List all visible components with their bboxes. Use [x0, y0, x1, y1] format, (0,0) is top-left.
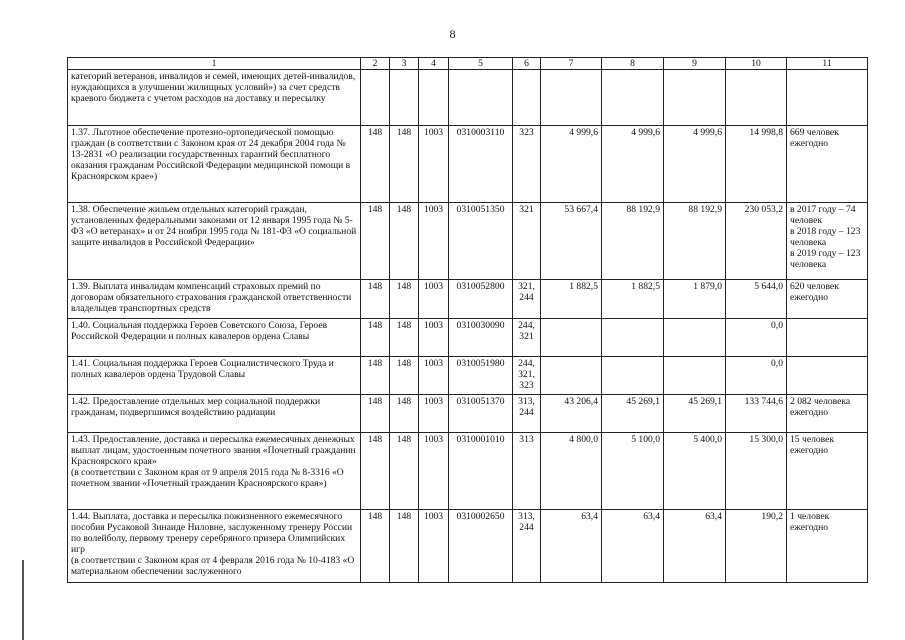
value-cell: 4 999,6	[602, 126, 664, 203]
expense-type-cell: 244, 321, 323	[513, 357, 541, 395]
section-code-cell: 1003	[419, 203, 449, 280]
section-code-cell: 1003	[419, 433, 449, 510]
target-article-cell: 0310001010	[449, 433, 513, 510]
column-header-row	[68, 58, 868, 70]
row-name-cell: 1.41. Социальная поддержка Героев Социалистического Труда и полных кавалеров ордена Трудовой Славы	[68, 357, 361, 395]
value-cell	[664, 70, 726, 126]
target-article-cell: 0310051980	[449, 357, 513, 395]
admin-code-cell: 148	[361, 395, 390, 433]
value-cell: 45 269,1	[664, 395, 726, 433]
table-row	[68, 510, 868, 583]
result-cell: 15 человек ежегодно	[787, 433, 868, 510]
result-cell: 1 человек ежегодно	[787, 510, 868, 583]
expense-type-cell: 313, 244	[513, 510, 541, 583]
value-cell: 5 400,0	[664, 433, 726, 510]
table-row	[68, 203, 868, 280]
total-cell: 133 744,6	[726, 395, 787, 433]
admin-code-cell: 148	[390, 395, 419, 433]
column-header: 1	[68, 58, 361, 70]
admin-code-cell: 148	[390, 357, 419, 395]
admin-code-cell: 148	[361, 280, 390, 319]
section-code-cell: 1003	[419, 395, 449, 433]
value-cell	[664, 319, 726, 357]
admin-code-cell: 148	[390, 433, 419, 510]
value-cell: 45 269,1	[602, 395, 664, 433]
result-cell: в 2017 году – 74 человек в 2018 году – 123 человека в 2019 году – 123 человека	[787, 203, 868, 280]
total-cell: 14 998,8	[726, 126, 787, 203]
total-cell: 190,2	[726, 510, 787, 583]
row-name-cell: 1.38. Обеспечение жильем отдельных категорий граждан, установленных федеральными законами от 12 января 1995 года № 5-ФЗ «О ветеранах» и от 24 ноября 1995 года № 181-ФЗ «О социальной защите инвалидов в Российской Федерации»	[68, 203, 361, 280]
admin-code-cell: 148	[361, 203, 390, 280]
total-cell: 0,0	[726, 319, 787, 357]
row-name-cell: 1.37. Льготное обеспечение протезно-ортопедической помощью граждан (в соответствии с Законом края от 24 декабря 2004 года № 13-2831 «О реализации государственных гарантий бесплатного оказания гражданам Российской Федерации медицинской помощи в Красноярском крае»)	[68, 126, 361, 203]
section-code-cell	[419, 70, 449, 126]
expense-type-cell: 321	[513, 203, 541, 280]
total-cell: 230 053,2	[726, 203, 787, 280]
table-row	[68, 433, 868, 510]
admin-code-cell: 148	[361, 510, 390, 583]
row-name-cell: 1.43. Предоставление, доставка и пересылка ежемесячных денежных выплат лицам, удостоенным почетного звания «Почетный гражданин Красноярского края» (в соответствии с Законом края от 9 апреля 2015 года № 8-3316 «О почетном звании «Почетный гражданин Красноярского края»)	[68, 433, 361, 510]
admin-code-cell: 148	[361, 357, 390, 395]
row-name-cell: 1.39. Выплата инвалидам компенсаций страховых премий по договорам обязательного страхования гражданской ответственности владельцев транспортных средств	[68, 280, 361, 319]
value-cell: 43 206,4	[541, 395, 602, 433]
admin-code-cell: 148	[361, 433, 390, 510]
table-row	[68, 70, 868, 126]
value-cell: 1 882,5	[541, 280, 602, 319]
value-cell: 4 999,6	[664, 126, 726, 203]
value-cell: 63,4	[664, 510, 726, 583]
value-cell: 63,4	[541, 510, 602, 583]
admin-code-cell: 148	[361, 126, 390, 203]
value-cell: 4 999,6	[541, 126, 602, 203]
value-cell: 63,4	[602, 510, 664, 583]
column-header: 2	[361, 58, 390, 70]
expense-type-cell: 321, 244	[513, 280, 541, 319]
page-number: 8	[449, 27, 456, 41]
expense-type-cell	[513, 70, 541, 126]
value-cell: 88 192,9	[602, 203, 664, 280]
row-name-cell: 1.42. Предоставление отдельных мер социальной поддержки гражданам, подвергшимся воздействию радиации	[68, 395, 361, 433]
total-cell	[726, 70, 787, 126]
result-cell	[787, 70, 868, 126]
expense-type-cell: 323	[513, 126, 541, 203]
value-cell	[541, 319, 602, 357]
section-code-cell: 1003	[419, 357, 449, 395]
section-code-cell: 1003	[419, 319, 449, 357]
value-cell: 5 100,0	[602, 433, 664, 510]
target-article-cell: 0310051370	[449, 395, 513, 433]
table-body	[68, 58, 868, 583]
section-code-cell: 1003	[419, 510, 449, 583]
admin-code-cell: 148	[390, 203, 419, 280]
table-row	[68, 280, 868, 319]
target-article-cell: 0310003110	[449, 126, 513, 203]
admin-code-cell	[390, 70, 419, 126]
column-header: 4	[419, 58, 449, 70]
expense-type-cell: 313	[513, 433, 541, 510]
admin-code-cell: 148	[390, 280, 419, 319]
expense-type-cell: 244, 321	[513, 319, 541, 357]
value-cell	[602, 70, 664, 126]
target-article-cell: 0310051350	[449, 203, 513, 280]
expense-type-cell: 313, 244	[513, 395, 541, 433]
row-name-cell: 1.40. Социальная поддержка Героев Советского Союза, Героев Российской Федерации и полных кавалеров ордена Славы	[68, 319, 361, 357]
result-cell: 2 082 человека ежегодно	[787, 395, 868, 433]
table-row	[68, 395, 868, 433]
margin-line	[22, 560, 24, 640]
result-cell: 620 человек ежегодно	[787, 280, 868, 319]
section-code-cell: 1003	[419, 280, 449, 319]
column-header: 11	[787, 58, 868, 70]
column-header: 7	[541, 58, 602, 70]
admin-code-cell: 148	[361, 319, 390, 357]
result-cell: 669 человек ежегодно	[787, 126, 868, 203]
section-code-cell: 1003	[419, 126, 449, 203]
target-article-cell: 0310002650	[449, 510, 513, 583]
value-cell: 53 667,4	[541, 203, 602, 280]
table-row	[68, 126, 868, 203]
column-header: 3	[390, 58, 419, 70]
value-cell	[602, 357, 664, 395]
column-header: 6	[513, 58, 541, 70]
column-header: 5	[449, 58, 513, 70]
result-cell	[787, 357, 868, 395]
value-cell: 1 879,0	[664, 280, 726, 319]
total-cell: 5 644,0	[726, 280, 787, 319]
total-cell: 15 300,0	[726, 433, 787, 510]
value-cell: 88 192,9	[664, 203, 726, 280]
column-header: 10	[726, 58, 787, 70]
admin-code-cell: 148	[390, 319, 419, 357]
value-cell	[541, 357, 602, 395]
table-row	[68, 319, 868, 357]
admin-code-cell	[361, 70, 390, 126]
column-header: 8	[602, 58, 664, 70]
admin-code-cell: 148	[390, 510, 419, 583]
table-row	[68, 357, 868, 395]
value-cell	[602, 319, 664, 357]
target-article-cell	[449, 70, 513, 126]
row-name-cell: 1.44. Выплата, доставка и пересылка пожизненного ежемесячного пособия Русаковой Зинаиде Ниловне, заслуженному тренеру России по волейболу, первому тренеру серебряного призера Олимпийских игр (в соответствии с Законом края от 4 февраля 2016 года № 10-4183 «О материальном обеспечении заслуженного	[68, 510, 361, 583]
target-article-cell: 0310052800	[449, 280, 513, 319]
row-name-cell: категорий ветеранов, инвалидов и семей, имеющих детей-инвалидов, нуждающихся в улучшении жилищных условий») за счет средств краевого бюджета с учетом расходов на доставку и пересылку	[68, 70, 361, 126]
total-cell: 0,0	[726, 357, 787, 395]
target-article-cell: 0310030090	[449, 319, 513, 357]
column-header: 9	[664, 58, 726, 70]
admin-code-cell: 148	[390, 126, 419, 203]
value-cell: 4 800,0	[541, 433, 602, 510]
program-measures-table	[67, 57, 868, 583]
value-cell: 1 882,5	[602, 280, 664, 319]
result-cell	[787, 319, 868, 357]
value-cell	[664, 357, 726, 395]
value-cell	[541, 70, 602, 126]
